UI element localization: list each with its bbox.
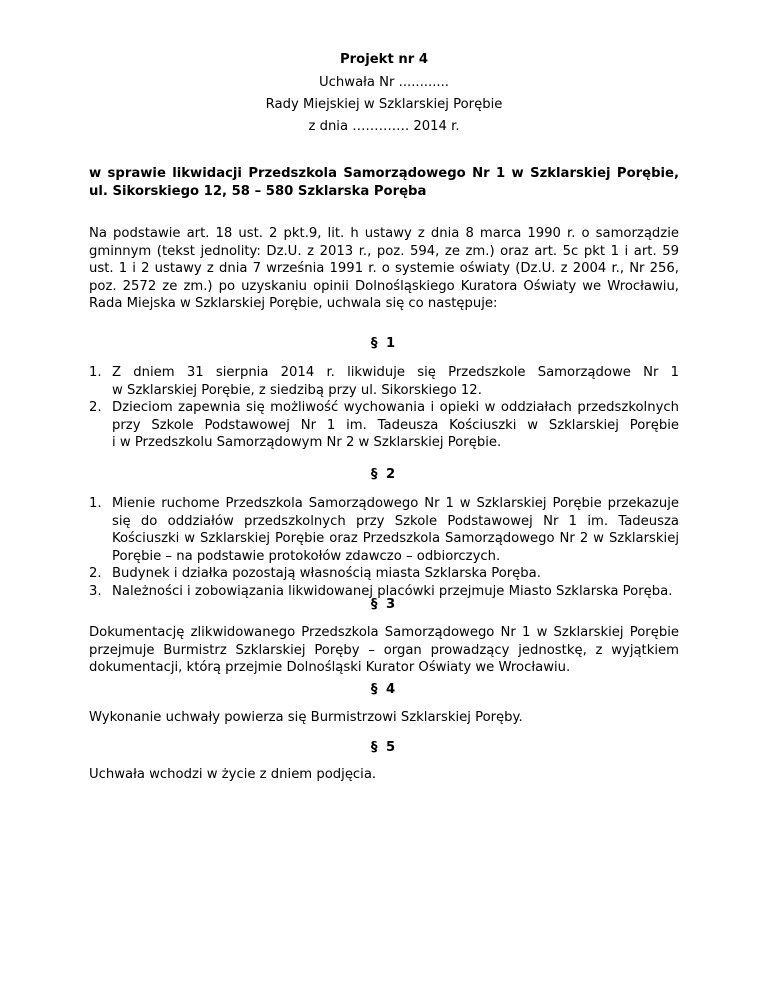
list-item-line: Porębie – na podstawie protokołów zdawczo – odbiorczych. [112, 548, 501, 564]
resolution-number: Uchwała Nr ............ [319, 75, 449, 90]
section-2-list [89, 495, 679, 601]
project-title: Projekt nr 4 [339, 52, 429, 67]
list-item-number: 1. [89, 365, 102, 380]
paragraph-line: Dokumentację zlikwidowanego Przedszkola Samorządowego Nr 1 w Szklarskiej Porębie [89, 625, 679, 640]
resolution-subject [89, 165, 679, 200]
list-item [89, 565, 679, 583]
list-item-line: w Szklarskiej Porębie, z siedzibą przy ul. Sikorskiego 12. [112, 382, 482, 398]
section-5-text [89, 766, 679, 784]
list-item-line: Z dniem 31 sierpnia 2014 r. likwiduje się Przedszkole Samorządowe Nr 1 [112, 365, 679, 380]
list-item [89, 399, 679, 452]
council-name: Rady Miejskiej w Szklarskiej Porębie [265, 97, 503, 112]
list-item-number: 2. [89, 400, 102, 416]
section-3-text [89, 624, 679, 677]
section-5-sign: § 5 [370, 740, 398, 755]
list-item-line: Budynek i działka pozostają własnością miasta Szklarska Poręba. [112, 566, 541, 582]
section-4-text [89, 709, 679, 727]
section-1-sign: § 1 [370, 336, 398, 351]
preamble-line: poz. 2572 ze zm.) po uzyskaniu opinii Dolnośląskiego Kuratora Oświaty we Wrocławiu, [89, 278, 679, 294]
list-item-number: 2. [89, 566, 102, 582]
list-item-line: Dzieciom zapewnia się możliwość wychowania i opieki w oddziałach przedszkolnych [112, 400, 679, 416]
section-2-sign: § 2 [370, 467, 398, 482]
section-1-list [89, 364, 679, 452]
section-4-sign: § 4 [370, 682, 398, 697]
paragraph-line: przejmuje Burmistrz Szklarskiej Poręby – organ prowadzący jednostkę, z wyjątkiem [89, 642, 679, 658]
list-item [89, 364, 679, 399]
list-item [89, 495, 679, 565]
list-item-number: 1. [89, 496, 102, 511]
list-item-line: Kościuszki w Szklarskiej Porębie oraz Przedszkola Samorządowego Nr 2 w Szklarskiej [112, 531, 679, 547]
preamble-line: Rada Miejska w Szklarskiej Porębie, uchwala się co następuje: [89, 296, 498, 312]
document-page [89, 0, 679, 994]
resolution-date: z dnia …………. 2014 r. [308, 119, 460, 134]
list-item-line: przy Szkole Podstawowej Nr 1 im. Tadeusza Kościuszki w Szklarskiej Porębie [112, 417, 679, 433]
list-item-line: się do oddziałów przedszkolnych przy Szkole Podstawowej Nr 1 im. Tadeusza [112, 513, 679, 529]
list-item-line: Należności i zobowiązania likwidowanej placówki przejmuje Miasto Szklarska Poręba. [112, 583, 673, 599]
subject-line: w sprawie likwidacji Przedszkola Samorządowego Nr 1 w Szklarskiej Porębie, [89, 166, 679, 181]
preamble-line: ust. 1 i 2 ustawy z dnia 7 września 1991 r. o systemie oświaty (Dz.U. z 2004 r., Nr 256, [89, 261, 679, 277]
paragraph-line: Wykonanie uchwały powierza się Burmistrzowi Szklarskiej Poręby. [89, 710, 523, 725]
list-item-number: 3. [89, 583, 102, 599]
preamble-line: Na podstawie art. 18 ust. 2 pkt.9, lit. h ustawy z dnia 8 marca 1990 r. o samorządzie [89, 226, 679, 241]
paragraph-line: Uchwała wchodzi w życie z dniem podjęcia. [89, 767, 377, 782]
preamble-line: gminnym (tekst jednolity: Dz.U. z 2013 r., poz. 594, ze zm.) oraz art. 5c pkt 1 i art. 59 [89, 243, 679, 259]
preamble [89, 225, 679, 313]
list-item-line: i w Przedszkolu Samorządowym Nr 2 w Szklarskiej Porębie. [112, 435, 502, 451]
list-item-line: Mienie ruchome Przedszkola Samorządowego Nr 1 w Szklarskiej Porębie przekazuje [112, 496, 679, 511]
section-3-sign: § 3 [370, 597, 398, 612]
subject-line: ul. Sikorskiego 12, 58 – 580 Szklarska Poręba [89, 183, 427, 199]
paragraph-line: dokumentacji, którą przejmie Dolnośląski Kurator Oświaty we Wrocławiu. [89, 660, 571, 676]
